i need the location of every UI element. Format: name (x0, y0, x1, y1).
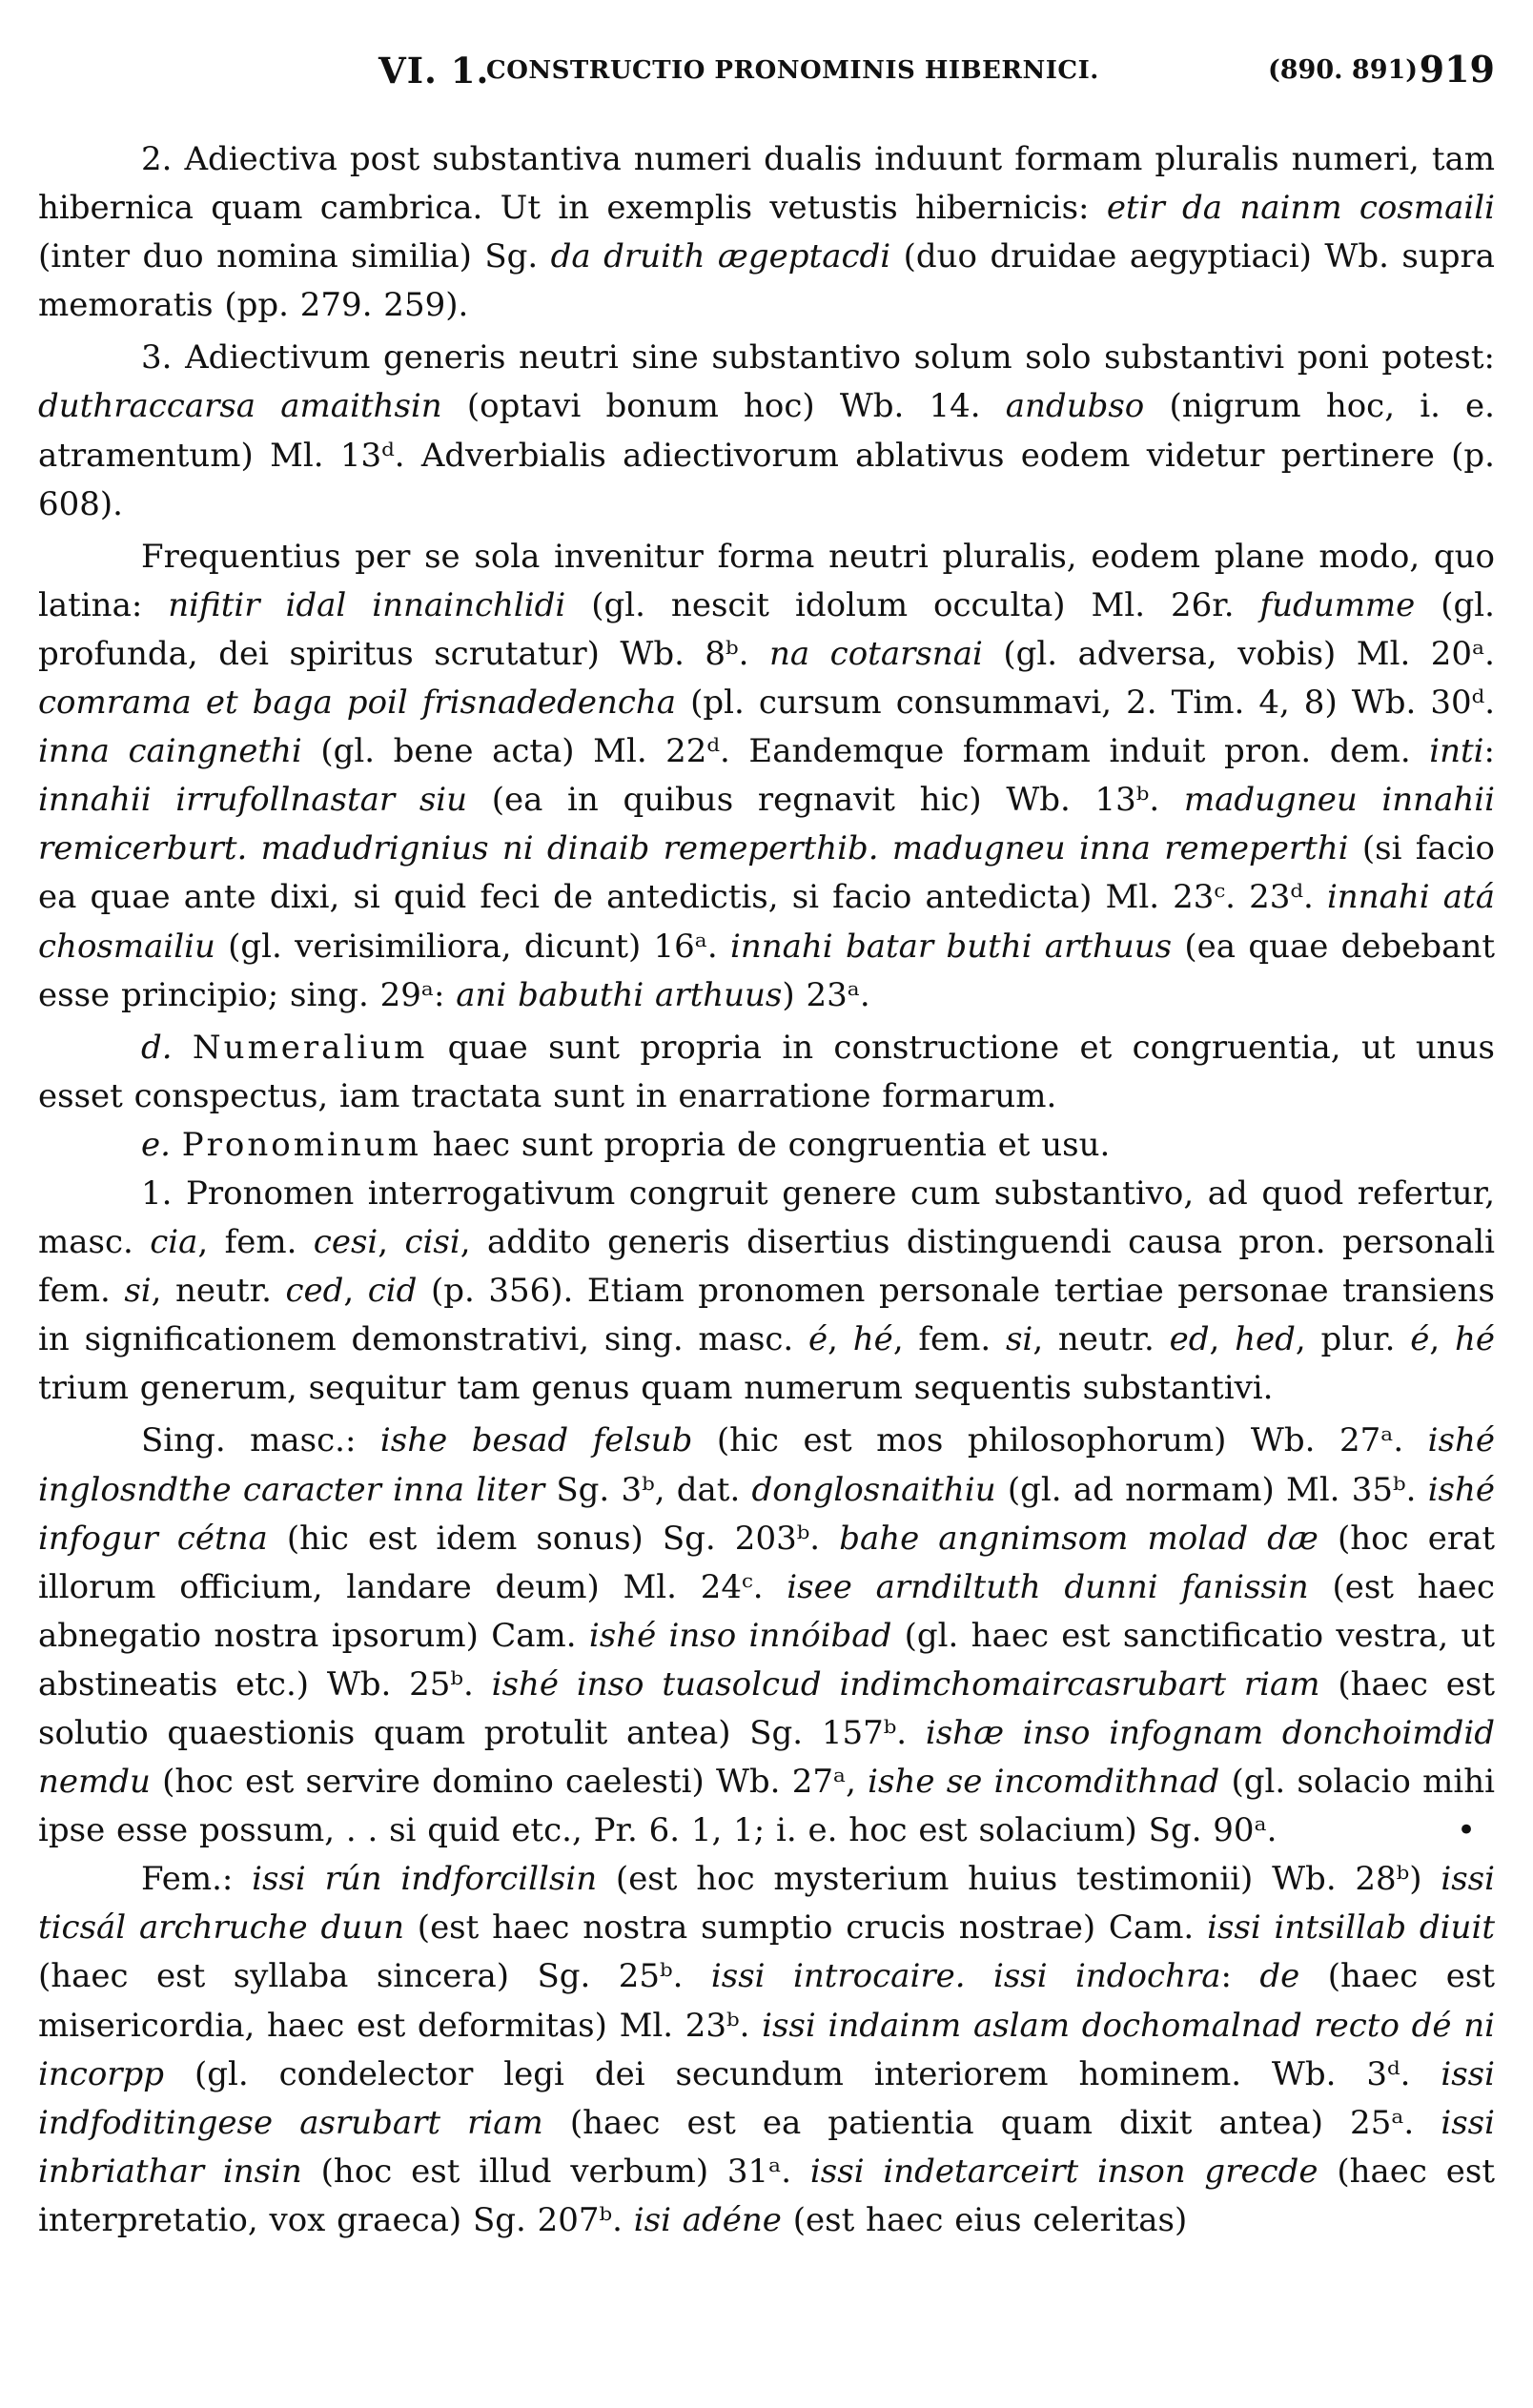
paragraph-interrogativum (38, 1170, 1495, 1413)
latin-text: , plur. (1295, 1320, 1411, 1359)
latin-text: Fem.: (141, 1860, 253, 1899)
latin-text: (duo druidae aegyptiaci) Wb. supra memoratis (pp. 279. 259). (38, 237, 1495, 325)
latin-text: haec sunt propria de congruentia et usu. (420, 1125, 1111, 1164)
irish-gloss: na cotarsnai (768, 634, 983, 673)
irish-gloss: si (1005, 1320, 1033, 1359)
irish-gloss: donglosnaithiu (751, 1470, 996, 1509)
latin-text: (est haec abnegatio nostra ipsorum) Cam. (38, 1567, 1496, 1655)
latin-text: (ea in quibus regnavit hic) Wb. 13ᵇ. (467, 781, 1184, 820)
latin-text: Sing. masc.: (141, 1421, 380, 1460)
latin-text: (est haec nostra sumptio crucis nostrae) Cam. (403, 1908, 1208, 1948)
irish-gloss: innahi batar buthi arthuus (729, 927, 1173, 966)
paragraph-pronominum (38, 1121, 1495, 1170)
latin-text: ) 23ᵃ. (782, 975, 870, 1014)
irish-gloss: é (1410, 1320, 1430, 1359)
irish-gloss: ishé inglosndthe caracter inna liter (38, 1421, 1496, 1509)
latin-text (171, 1126, 182, 1164)
latin-text: trium generum, sequitur tam genus quam numerum sequentis substantivi. (38, 1369, 1274, 1408)
irish-gloss: ishæ inso infognam donchoimdid nemdu (38, 1714, 1495, 1802)
irish-gloss: ishe besad felsub (379, 1421, 693, 1460)
irish-gloss: nifitir idal innainchlidi (168, 585, 566, 624)
irish-gloss: ani babuthi arthuus (456, 975, 783, 1014)
irish-gloss: e. (141, 1125, 171, 1164)
latin-text: 2. Adiectiva post substantiva numeri dualis induunt formam pluralis numeri, tam hibernica quam cambrica. Ut in exemplis vetustis hibernicis: (38, 140, 1495, 228)
paragraph-numeralium (38, 1024, 1495, 1121)
irish-gloss: ishé infogur cétna (38, 1470, 1496, 1558)
latin-text: : (1220, 1957, 1260, 1996)
latin-text: (hic est idem sonus) Sg. 203ᵇ. (267, 1519, 840, 1558)
irish-gloss: issi ticsál archruche duun (38, 1860, 1495, 1948)
latin-text: (hic est mos philosophorum) Wb. 27ᵃ. (692, 1421, 1428, 1460)
irish-gloss: ced (285, 1272, 344, 1311)
irish-gloss: fudumme (1259, 585, 1416, 624)
latin-text: (hoc est illud verbum) 31ᵃ. (301, 2152, 810, 2191)
latin-text: Sg. 3ᵇ, dat. (544, 1470, 752, 1509)
paragraph-neutri-pluralis (38, 533, 1495, 1020)
latin-text: (ea quae debebant esse principio; sing. 29ᵃ: (38, 927, 1496, 1014)
irish-gloss: de (1259, 1957, 1300, 1996)
latin-text: (haec est ea patientia quam dixit antea) 25ᵃ. (542, 2103, 1441, 2142)
irish-gloss: issi indetarceirt inson grecde (809, 2152, 1318, 2191)
latin-text: (inter duo nomina similia) Sg. (38, 237, 551, 276)
latin-text: (haec est interpretatio, vox graeca) Sg. 207ᵇ. (38, 2152, 1495, 2239)
latin-text: (gl. adversa, vobis) Ml. 20ᵃ. (982, 634, 1495, 673)
irish-gloss: cia (150, 1223, 198, 1262)
latin-text: (est hoc mysterium huius testimonii) Wb. 28ᵇ) (597, 1860, 1441, 1899)
paragraph-adiectiva-dualis (38, 135, 1495, 330)
irish-gloss: hé (1454, 1320, 1495, 1359)
irish-gloss: isi adéne (633, 2200, 782, 2239)
irish-gloss: andubso (1005, 387, 1145, 426)
latin-text: (gl. ad normam) Ml. 35ᵇ. (995, 1470, 1428, 1509)
spaced-heading: Pronominum (181, 1125, 421, 1164)
latin-text: (nigrum hoc, i. e. atramentum) Ml. 13ᵈ. Adverbialis adiectivorum ablativus eodem videtur pertinere (p. 608). (38, 387, 1495, 523)
irish-gloss: ishé inso tuasolcud indimchomaircasrubart riam (491, 1664, 1320, 1704)
latin-text: (gl. condelector legi dei secundum interiorem hominem. Wb. 3ᵈ. (164, 2054, 1441, 2093)
latin-text: (gl. haec est sanctificatio vestra, ut abstineatis etc.) Wb. 25ᵇ. (38, 1616, 1495, 1704)
paragraph-adiectivum-neutri (38, 334, 1495, 528)
latin-text: , neutr. (1032, 1320, 1170, 1359)
irish-gloss: etir da nainm cosmaili (1106, 189, 1495, 228)
latin-text: , neutr. (151, 1272, 286, 1311)
irish-gloss: isee arndiltuth dunni fanissin (787, 1567, 1309, 1606)
latin-text: (gl. nescit idolum occulta) Ml. 26r. (565, 585, 1260, 624)
latin-text: (pl. cursum consummavi, 2. Tim. 4, 8) Wb. 30ᵈ. (676, 684, 1496, 723)
latin-text: Frequentius per se sola invenitur forma neutri pluralis, eodem plane modo, quo latina: (38, 537, 1495, 624)
latin-text: (est haec eius celeritas) (781, 2200, 1188, 2239)
irish-gloss: hed (1235, 1320, 1296, 1359)
latin-text: (si facio ea quae ante dixi, si quid feci de antedictis, si facio antedicta) Ml. 23ᶜ. 23ᵈ. (38, 829, 1495, 917)
irish-gloss: innahii irrufollnastar siu (38, 781, 468, 820)
running-header (38, 38, 1495, 95)
latin-text (173, 1029, 193, 1067)
latin-text: (optavi bonum hoc) Wb. 14. (441, 387, 1006, 426)
irish-gloss: issi indfoditingese asrubart riam (38, 2054, 1495, 2142)
irish-gloss: duthraccarsa amaithsin (38, 387, 442, 426)
running-title: CONSTRUCTIO PRONOMINIS HIBERNICI. (486, 56, 1099, 85)
page-reference: (890. 891) (1268, 55, 1419, 85)
latin-text: (p. 356). Etiam pronomen personale tertiae personae transiens in significationem demonstrativi, sing. masc. (38, 1272, 1496, 1359)
irish-gloss: d. (141, 1028, 173, 1067)
irish-gloss: innahi atá chosmailiu (38, 878, 1495, 966)
latin-text: (gl. bene acta) Ml. 22ᵈ. Eandemque formam induit pron. dem. (301, 732, 1430, 771)
latin-text: (haec est syllaba sincera) Sg. 25ᵇ. (38, 1957, 711, 1996)
irish-gloss: inti (1429, 732, 1484, 771)
latin-text: , (343, 1272, 368, 1311)
latin-text: (haec est misericordia, haec est deformitas) Ml. 23ᵇ. (38, 1957, 1496, 2045)
latin-text: quae sunt propria in constructione et congruentia, ut unus esset conspectus, iam tractata sunt in enarratione formarum. (38, 1028, 1495, 1115)
irish-gloss: ishe se incomdithnad (868, 1763, 1220, 1802)
latin-text: , (828, 1320, 853, 1359)
latin-text: 3. Adiectivum generis neutri sine substantivo solum solo substantivi poni potest: (141, 338, 1495, 378)
irish-gloss: cisi (404, 1223, 460, 1262)
latin-text: , fem. (892, 1320, 1006, 1359)
irish-gloss: cid (367, 1272, 418, 1311)
latin-text: (gl. solacio mihi ipse esse possum, . . si quid etc., Pr. 6. 1, 1; i. e. hoc est solacium) Sg. 90ᵃ. (38, 1763, 1496, 1850)
irish-gloss: issi indainm aslam dochomalnad recto dé ni incorpp (38, 2006, 1495, 2093)
latin-text: (haec est solutio quaestionis quam protulit antea) Sg. 157ᵇ. (38, 1664, 1495, 1752)
section-number: VI. 1. (378, 50, 490, 92)
margin-mark: • (1456, 1811, 1476, 1850)
irish-gloss: bahe angnimsom molad dæ (839, 1519, 1318, 1558)
spaced-heading: Numeralium (192, 1028, 428, 1067)
latin-text: (hoc erat illorum officium, landare deum) Ml. 24ᶜ. (38, 1519, 1496, 1606)
latin-text: , (1209, 1320, 1236, 1359)
irish-gloss: madugneu innahii remicerburt. madudrignius ni dinaib remeperthib. madugneu inna remeperthi (38, 781, 1495, 868)
latin-text: 1. Pronomen interrogativum congruit genere cum substantivo, ad quod refertur, masc. (38, 1173, 1495, 1262)
latin-text: : (1483, 732, 1495, 771)
latin-text: , (1429, 1320, 1455, 1359)
page-number: 919 (1419, 48, 1495, 91)
irish-gloss: hé (852, 1320, 893, 1359)
latin-text: , (378, 1223, 405, 1262)
irish-gloss: issi intsillab diuit (1207, 1908, 1495, 1948)
irish-gloss: ed (1169, 1320, 1210, 1359)
irish-gloss: issi inbriathar insin (38, 2103, 1495, 2191)
irish-gloss: da druith ægeptacdi (550, 237, 891, 276)
irish-gloss: inna caingnethi (38, 732, 302, 771)
irish-gloss: ishé inso innóibad (588, 1616, 892, 1655)
irish-gloss: é (808, 1320, 828, 1359)
latin-text: (gl. profunda, dei spiritus scrutatur) Wb. 8ᵇ. (38, 585, 1495, 673)
paragraph-fem (38, 1855, 1495, 2245)
latin-text: , fem. (197, 1223, 314, 1262)
latin-text: (gl. verisimiliora, dicunt) 16ᵃ. (215, 927, 730, 966)
irish-gloss: comrama et baga poil frisnadedencha (38, 684, 677, 723)
paragraph-sing-masc (38, 1417, 1495, 1855)
body-text (38, 135, 1495, 2245)
latin-text: (hoc est servire domino caelesti) Wb. 27ᵃ, (150, 1763, 869, 1802)
irish-gloss: issi introcaire. issi indochra (710, 1957, 1221, 1996)
irish-gloss: si (124, 1272, 152, 1311)
latin-text: , addito generis disertius distinguendi causa pron. personali fem. (38, 1223, 1495, 1311)
irish-gloss: issi rún indforcillsin (252, 1860, 598, 1899)
irish-gloss: cesi (313, 1223, 378, 1262)
